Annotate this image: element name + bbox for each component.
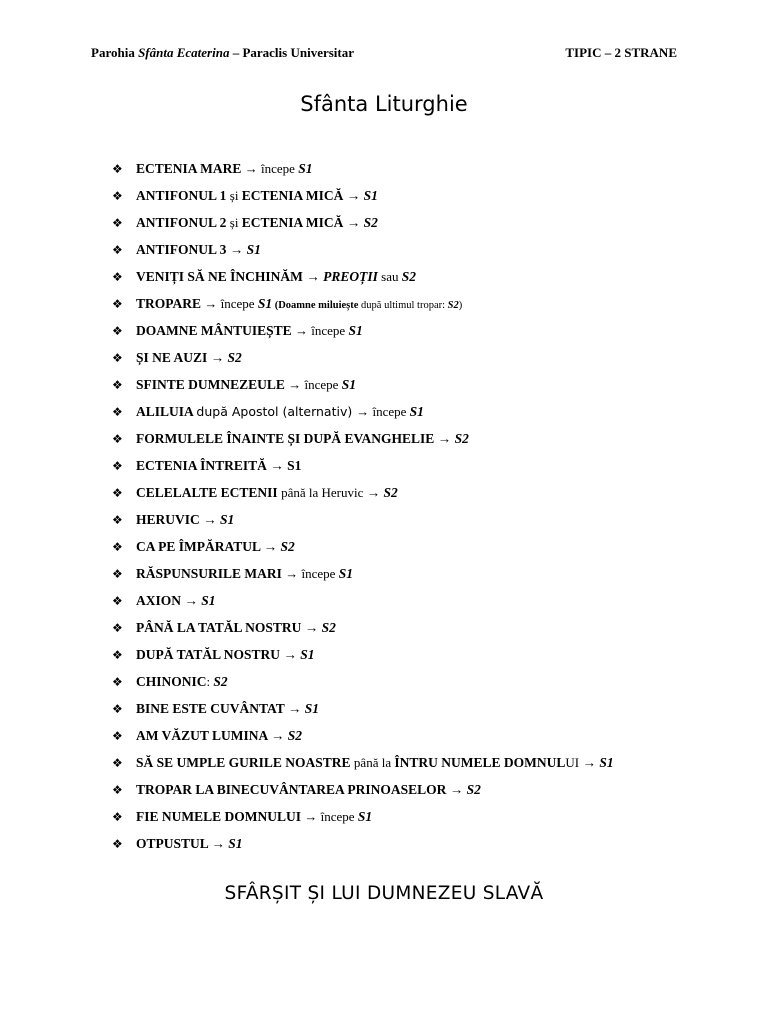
list-item	[112, 591, 732, 618]
list-item	[112, 618, 732, 645]
item-text-segment: S2	[466, 782, 481, 797]
list-item	[112, 564, 732, 591]
item-text-segment: TROPARE	[136, 296, 205, 311]
item-text-segment: CA PE ÎMPĂRATUL →	[136, 539, 281, 554]
item-text-segment: → începe	[295, 323, 349, 338]
item-text-segment: :	[206, 674, 214, 689]
item-text-segment: S1	[298, 161, 313, 176]
list-item	[112, 294, 732, 321]
diamond-bullet-icon: ❖	[112, 378, 123, 392]
diamond-bullet-icon: ❖	[112, 324, 123, 338]
parish-saint-name: Sfânta Ecaterina	[138, 45, 230, 60]
item-text-segment: AM VĂZUT LUMINA →	[136, 728, 288, 743]
diamond-bullet-icon: ❖	[112, 540, 123, 554]
item-text-segment: ECTENIA ÎNTREITĂ → S1	[136, 458, 302, 473]
item-text-segment: sau	[377, 269, 402, 284]
parish-name	[91, 45, 354, 61]
item-text-segment: S2	[401, 269, 417, 284]
item-text-segment: S1	[257, 296, 273, 311]
list-item	[112, 429, 732, 456]
item-text-segment: ANTIFONUL 1	[136, 188, 230, 203]
diamond-bullet-icon: ❖	[112, 729, 123, 743]
item-text-segment: S2	[280, 539, 295, 554]
diamond-bullet-icon: ❖	[112, 405, 123, 419]
item-text-segment: până la	[353, 755, 395, 770]
item-text-segment: și	[229, 188, 242, 203]
list-item	[112, 213, 732, 240]
list-item	[112, 807, 732, 834]
item-text-segment: → începe	[288, 377, 342, 392]
list-item	[112, 780, 732, 807]
item-text-segment: S1	[599, 755, 614, 770]
item-text-segment: S2	[321, 620, 336, 635]
diamond-bullet-icon: ❖	[112, 756, 123, 770]
item-text-segment: SFINTE DUMNEZEULE	[136, 377, 289, 392]
item-text-segment: S2	[454, 431, 469, 446]
item-text-segment: CHINONIC	[136, 674, 207, 689]
item-text-segment: S1	[304, 701, 320, 716]
page-title: Sfânta Liturghie	[300, 92, 468, 116]
list-item	[112, 402, 732, 429]
item-text-segment: DUPĂ TATĂL NOSTRU →	[136, 647, 301, 662]
parish-prefix: Parohia	[91, 45, 139, 60]
item-text-segment: după ultimul tropar:	[358, 300, 448, 311]
item-text-segment: RĂSPUNSURILE MARI	[136, 566, 286, 581]
item-text-segment: FIE NUMELE DOMNULUI	[136, 809, 305, 824]
item-text-segment: ECTENIA MARE	[136, 161, 245, 176]
item-text-segment: S1	[228, 836, 243, 851]
diamond-bullet-icon: ❖	[112, 837, 123, 851]
item-text-segment: CELELALTE ECTENII	[136, 485, 282, 500]
item-text-segment: FORMULELE ÎNAINTE ȘI DUPĂ EVANGHELIE →	[136, 431, 455, 446]
list-item	[112, 483, 732, 510]
list-item	[112, 510, 732, 537]
diamond-bullet-icon: ❖	[112, 351, 123, 365]
item-text-segment: VENIȚI SĂ NE ÎNCHINĂM →	[136, 269, 324, 284]
item-text-segment: S1	[409, 404, 424, 419]
item-text-segment: până la Heruvic	[281, 485, 367, 500]
typikon-label: TIPIC – 2 STRANE	[565, 45, 677, 60]
list-item	[112, 699, 732, 726]
item-text-segment: SĂ SE UMPLE GURILE NOASTRE	[136, 755, 354, 770]
item-text-segment: TROPAR LA BINECUVÂNTAREA PRINOASELOR →	[136, 782, 467, 797]
diamond-bullet-icon: ❖	[112, 189, 123, 203]
list-item	[112, 456, 732, 483]
item-text-segment: S1	[363, 188, 378, 203]
diamond-bullet-icon: ❖	[112, 243, 123, 257]
item-text-segment: ÎNTRU NUMELE DOMNUL	[394, 755, 566, 770]
list-item	[112, 726, 732, 753]
item-text-segment: S2	[227, 350, 242, 365]
item-text-segment: →	[579, 755, 600, 770]
item-text-segment: S1	[357, 809, 373, 824]
item-text-segment: BINE ESTE CUVÂNTAT →	[136, 701, 305, 716]
item-text-segment: UI	[565, 755, 580, 770]
item-text-segment: S1	[246, 242, 261, 257]
item-text-segment: și	[229, 215, 242, 230]
list-item	[112, 186, 732, 213]
diamond-bullet-icon: ❖	[112, 216, 123, 230]
list-item	[112, 375, 732, 402]
list-item	[112, 834, 732, 861]
diamond-bullet-icon: ❖	[112, 513, 123, 527]
list-item	[112, 537, 732, 564]
diamond-bullet-icon: ❖	[112, 594, 123, 608]
item-text-segment: HERUVIC →	[136, 512, 221, 527]
item-text-segment: → începe	[356, 404, 410, 419]
item-text-segment: → începe	[204, 296, 258, 311]
item-text-segment: OTPUSTUL →	[136, 836, 229, 851]
item-text-segment: → începe	[244, 161, 299, 176]
item-text-segment: S1	[348, 323, 363, 338]
list-item	[112, 159, 732, 186]
item-text-segment: (Doamne miluiește	[272, 300, 359, 311]
item-text-segment: S1	[220, 512, 235, 527]
list-item	[112, 240, 732, 267]
item-text-segment: ANTIFONUL 2	[136, 215, 230, 230]
item-text-segment: S2	[287, 728, 303, 743]
diamond-bullet-icon: ❖	[112, 810, 123, 824]
item-text-segment: S2	[447, 300, 459, 311]
page-header	[91, 45, 677, 63]
list-item	[112, 645, 732, 672]
parish-suffix: – Paraclis Universitar	[229, 45, 355, 60]
item-text-segment: ALILUIA	[136, 404, 197, 419]
item-text-segment: ȘI NE AUZI →	[136, 350, 228, 365]
list-item	[112, 348, 732, 375]
diamond-bullet-icon: ❖	[112, 702, 123, 716]
closing-line: SFÂRȘIT ȘI LUI DUMNEZEU SLAVĂ	[224, 883, 544, 904]
diamond-bullet-icon: ❖	[112, 270, 123, 284]
item-text-segment: S1	[201, 593, 216, 608]
list-item	[112, 672, 732, 699]
item-text-segment: → începe	[304, 809, 358, 824]
diamond-bullet-icon: ❖	[112, 432, 123, 446]
item-text-segment: S1	[300, 647, 315, 662]
item-text-segment: PREOȚII	[323, 269, 378, 284]
item-text-segment: după Apostol (alternativ)	[196, 404, 357, 419]
diamond-bullet-icon: ❖	[112, 648, 123, 662]
item-text-segment: AXION →	[136, 593, 202, 608]
diamond-bullet-icon: ❖	[112, 621, 123, 635]
list-item	[112, 321, 732, 348]
diamond-bullet-icon: ❖	[112, 162, 123, 176]
diamond-bullet-icon: ❖	[112, 486, 123, 500]
diamond-bullet-icon: ❖	[112, 567, 123, 581]
liturgy-item-list	[112, 159, 732, 861]
item-text-segment: S2	[383, 485, 398, 500]
list-item	[112, 267, 732, 294]
item-text-segment: S1	[341, 377, 356, 392]
item-text-segment: → începe	[285, 566, 339, 581]
item-text-segment: S2	[213, 674, 228, 689]
item-text-segment: )	[458, 300, 463, 311]
item-text-segment: ECTENIA MICĂ →	[241, 188, 364, 203]
diamond-bullet-icon: ❖	[112, 297, 123, 311]
diamond-bullet-icon: ❖	[112, 783, 123, 797]
item-text-segment: DOAMNE MÂNTUIEȘTE	[136, 323, 296, 338]
diamond-bullet-icon: ❖	[112, 675, 123, 689]
item-text-segment: PÂNĂ LA TATĂL NOSTRU →	[136, 620, 322, 635]
item-text-segment: →	[366, 485, 384, 500]
item-text-segment: ECTENIA MICĂ →	[241, 215, 364, 230]
list-item	[112, 753, 732, 780]
diamond-bullet-icon: ❖	[112, 459, 123, 473]
item-text-segment: S1	[338, 566, 353, 581]
item-text-segment: S2	[363, 215, 378, 230]
item-text-segment: ANTIFONUL 3 →	[136, 242, 247, 257]
